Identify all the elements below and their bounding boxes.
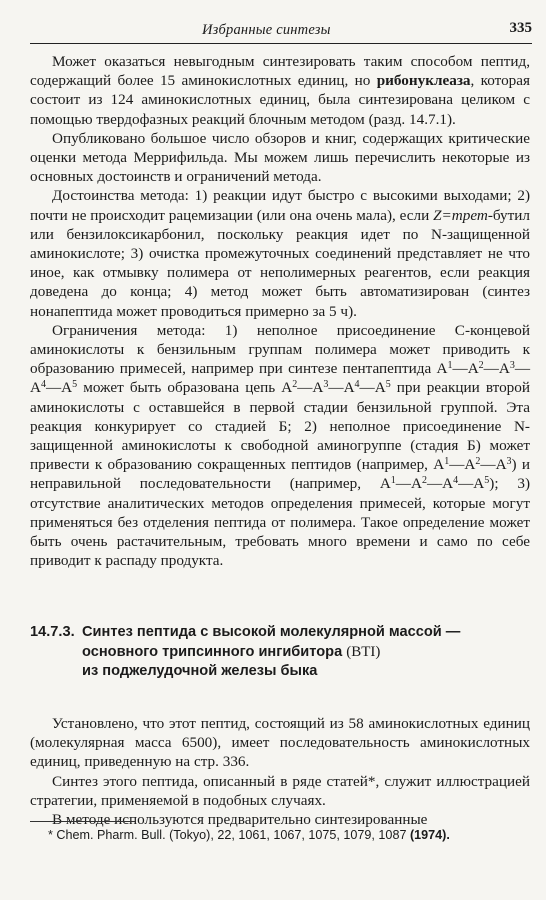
running-head-title: Избранные синтезы	[202, 22, 331, 38]
wrong-sequence-formula: $A^1—A^2—A^4—A^5$	[379, 475, 490, 493]
footnote-year: (1974).	[409, 828, 450, 842]
paragraph-advantages: Достоинства метода: 1) реакции идут быстро с высокими выходами; 2) почти не происходит рацемизации (или она очень мала), если Z=трет-бутил или бензилоксикарбонил, поскольку реакция идет по N-защищенной аминокислоте; 3) очистка промежуточных соединений представляет не что иное, как отмывку полимера от неполимерных реагентов, если реакция доведена до конца; 4) метод может быть автоматизирован (синтез нонапептида может проводиться примерно за 5 ч).	[30, 187, 530, 320]
paragraph-method: В методе используются предварительно синтезированные	[52, 811, 428, 829]
running-head	[30, 19, 532, 44]
pentapeptide-formula: $A^1—A^2—A^3—A^4—A^5$	[30, 360, 530, 397]
section-heading	[30, 623, 530, 682]
paragraph-2: Опубликовано большое число обзоров и книг, содержащих критические оценки метода Меррифильда. Мы можем лишь перечислить некоторые из основных достоинств и ограничений метода.	[30, 129, 530, 186]
side-chain-formula: $A^2—A^3—A^4—A^5$	[281, 379, 391, 397]
paragraph-limitations: Ограничения метода: 1) неполное присоединение С-концевой аминокислоты к бензильным группам полимера может приводить к образованию примесей, например при синтезе пентапептида $A^1—A^2—A^3—A^4—A^5$ может быть образована цепь $A^2—A^3—A^4—A^5$ при реакции второй аминокислоты с оставшейся в первой стадии бензильной группой. Эта реакция конкурирует со стадией Б; 2) неполное присоединение N-защищенной аминокислоты к свободной аминогруппе (стадия Б) может привести к образованию сокращенных пептидов (например, $A^1—A^2—A^3$) и неправильной последовательности (например, $A^1—A^2—A^4—A^5$); 3) отсутствие аналитических методов определения примесей, которые могут применяться без отделения пептида от полимера. Такое определение может быть очень растачительным, требовать много времени и само по себе приводит к распаду продукта.	[30, 321, 531, 570]
section-abbreviation: (BTI)	[346, 643, 381, 660]
paragraph-synthesis: Синтез этого пептида, описанный в ряде статей*, служит иллюстрацией стратегии, применяемой в подобных случаях.	[30, 772, 530, 809]
footnote-text: Chem. Pharm. Bull. (Tokyo), 22, 1061, 1067, 1075, 1079, 1087	[56, 828, 407, 842]
main-text	[30, 52, 530, 570]
footnote-divider	[30, 821, 135, 822]
section-number: 14.7.3.	[30, 624, 75, 640]
section-text	[30, 714, 530, 829]
page-number: 335	[509, 20, 532, 36]
paragraph-1: Может оказаться невыгодным синтезировать таким способом пептид, содержащий более 15 аминокислотных единиц, но рибонуклеаза, которая состоит из 124 аминокислотных единиц, была синтезирована целиком с помощью твердофазных реакций блочным методом (разд. 14.7.1).	[30, 53, 530, 128]
ribonuclease-term: рибонуклеаза	[376, 72, 471, 90]
section-title-line-1: Синтез пептида с высокой молекулярной массой —	[82, 624, 461, 640]
paragraph-sequence: Установлено, что этот пептид, состоящий из 58 аминокислотных единиц (молекулярная масса 6500), имеет последовательность аминокислотных единиц, приведенную на стр. 336.	[30, 715, 530, 771]
footnote	[48, 827, 538, 843]
section-title-line-3: из поджелудочной железы быка	[82, 663, 318, 679]
italic-term: Z=трет	[433, 206, 488, 224]
section-title-line-2: основного трипсинного ингибитора	[82, 643, 343, 660]
footnote-marker: *	[48, 828, 53, 842]
shortened-peptide-formula: $A^1—A^2—A^3$	[433, 456, 512, 474]
